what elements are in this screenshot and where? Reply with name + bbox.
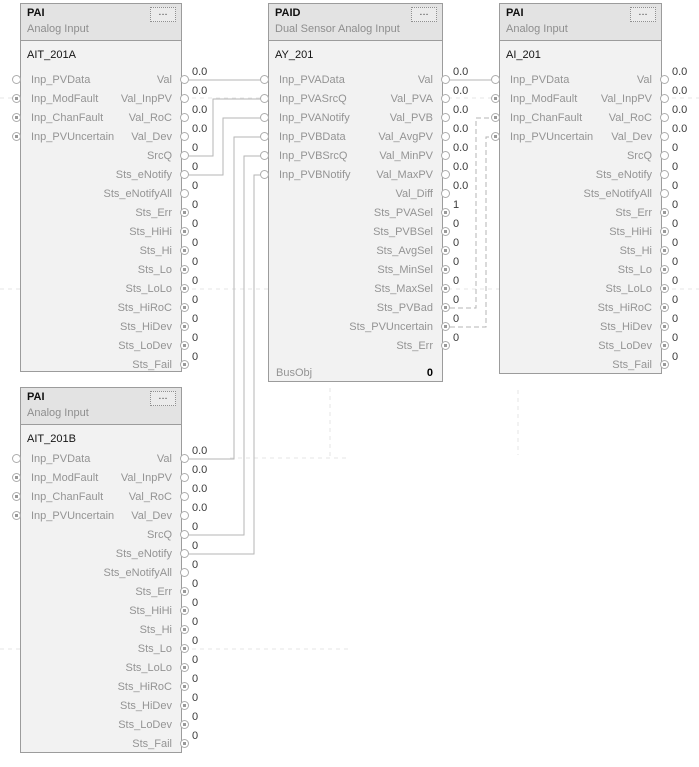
input-pin-AY_201-Inp_PVASrcQ[interactable] <box>260 94 269 103</box>
wire-AIT_201B.SrcQ-to-AY_201.Inp_PVBSrcQ[interactable] <box>189 156 260 535</box>
pin-value-AIT_201A-SrcQ: 0 <box>192 142 199 154</box>
pin-label-Inp_PVUncertain: Inp_PVUncertain <box>31 131 115 143</box>
input-pin-AIT_201B-Inp_ModFault[interactable] <box>12 473 21 482</box>
pin-value-AI_201-Val_Dev: 0.0 <box>672 123 688 135</box>
output-pin-AIT_201A-Sts_LoLo[interactable] <box>180 284 189 293</box>
pin-value-AIT_201A-Val_Dev: 0.0 <box>192 123 208 135</box>
pin-value-AIT_201B-Sts_Lo: 0 <box>192 635 199 647</box>
pin-value-AIT_201B-Sts_LoDev: 0 <box>192 711 199 723</box>
pin-label-Sts_Lo: Sts_Lo <box>137 643 172 655</box>
output-pin-AIT_201A-Sts_HiDev[interactable] <box>180 322 189 331</box>
pin-value-AI_201-Sts_Fail: 0 <box>672 351 679 363</box>
pin-value-AI_201-Val_RoC: 0.0 <box>672 104 688 116</box>
pin-label-Sts_Hi: Sts_Hi <box>139 245 172 257</box>
output-pin-AIT_201B-Sts_LoLo[interactable] <box>180 663 189 672</box>
pin-value-AIT_201B-Val_RoC: 0.0 <box>192 483 208 495</box>
output-pin-AY_201-Sts_PVBad[interactable] <box>441 303 450 312</box>
pin-label-Val_AvgPV: Val_AvgPV <box>378 131 433 143</box>
output-pin-AY_201-Val_MinPV[interactable] <box>441 151 450 160</box>
pin-label-Sts_Fail: Sts_Fail <box>612 359 652 371</box>
pin-label-Sts_MaxSel: Sts_MaxSel <box>374 283 433 295</box>
busobj-label: BusObj <box>276 367 313 379</box>
output-pin-AIT_201A-Sts_Fail[interactable] <box>180 360 189 369</box>
pin-value-AIT_201A-Sts_HiDev: 0 <box>192 313 199 325</box>
output-pin-AIT_201B-Sts_HiDev[interactable] <box>180 701 189 710</box>
pin-value-AIT_201A-Sts_Fail: 0 <box>192 351 199 363</box>
pin-value-AY_201-Sts_PVBSel: 0 <box>453 218 460 230</box>
block-header <box>21 388 181 425</box>
input-pin-AIT_201B-Inp_ChanFault[interactable] <box>12 492 21 501</box>
output-pin-AI_201-Val_RoC[interactable] <box>660 113 669 122</box>
pin-label-Sts_LoLo: Sts_LoLo <box>125 662 172 674</box>
pin-label-Val_PVB: Val_PVB <box>389 112 433 124</box>
output-pin-AI_201-Val_Dev[interactable] <box>660 132 669 141</box>
pin-value-AIT_201A-Sts_LoLo: 0 <box>192 275 199 287</box>
pin-value-AI_201-Sts_Lo: 0 <box>672 256 679 268</box>
pin-value-AI_201-Sts_LoDev: 0 <box>672 332 679 344</box>
output-pin-AIT_201A-Sts_Lo[interactable] <box>180 265 189 274</box>
pin-value-AIT_201B-Sts_eNotifyAll: 0 <box>192 559 199 571</box>
output-pin-AY_201-Sts_MinSel[interactable] <box>441 265 450 274</box>
output-pin-AIT_201B-Sts_eNotifyAll[interactable] <box>180 568 189 577</box>
output-pin-AIT_201A-Sts_HiRoC[interactable] <box>180 303 189 312</box>
output-pin-AIT_201A-Val[interactable] <box>180 75 189 84</box>
pin-value-AIT_201A-Sts_HiRoC: 0 <box>192 294 199 306</box>
pin-label-Sts_HiHi: Sts_HiHi <box>129 226 172 238</box>
pin-label-Sts_eNotify: Sts_eNotify <box>115 548 172 560</box>
pin-label-Sts_eNotifyAll: Sts_eNotifyAll <box>103 567 172 579</box>
wire-AIT_201B.Sts_eNotify-to-AY_201.Inp_PVBNotify[interactable] <box>189 175 260 554</box>
pin-label-Sts_PVUncertain: Sts_PVUncertain <box>349 321 433 333</box>
wire-AIT_201B.Val-to-AY_201.Inp_PVBData[interactable] <box>189 137 260 459</box>
pin-label-Sts_Lo: Sts_Lo <box>137 264 172 276</box>
input-pin-AY_201-Inp_PVBData[interactable] <box>260 132 269 141</box>
pin-label-Sts_Fail: Sts_Fail <box>132 359 172 371</box>
output-pin-AI_201-Val[interactable] <box>660 75 669 84</box>
pin-label-Sts_LoLo: Sts_LoLo <box>125 283 172 295</box>
pin-label-Val_Dev: Val_Dev <box>131 510 172 522</box>
pin-label-Val: Val <box>636 74 652 86</box>
pin-label-Val: Val <box>156 74 172 86</box>
output-pin-AIT_201A-Sts_LoDev[interactable] <box>180 341 189 350</box>
output-pin-AIT_201A-Sts_eNotify[interactable] <box>180 170 189 179</box>
pin-value-AIT_201A-Sts_eNotifyAll: 0 <box>192 180 199 192</box>
output-pin-AI_201-Sts_Err[interactable] <box>660 208 669 217</box>
properties-button[interactable]: ... <box>150 391 176 406</box>
pin-label-Inp_PVBData: Inp_PVBData <box>279 131 346 143</box>
pin-value-AI_201-Sts_HiHi: 0 <box>672 218 679 230</box>
pin-value-AI_201-Sts_Err: 0 <box>672 199 679 211</box>
pin-label-Sts_HiDev: Sts_HiDev <box>600 321 652 333</box>
pin-label-Sts_Err: Sts_Err <box>135 207 172 219</box>
block-type-label: PAI <box>506 7 524 19</box>
pin-label-Sts_PVBSel: Sts_PVBSel <box>373 226 433 238</box>
input-pin-AY_201-Inp_PVBNotify[interactable] <box>260 170 269 179</box>
pin-label-Val_RoC: Val_RoC <box>608 112 652 124</box>
pin-value-AIT_201A-Sts_Hi: 0 <box>192 237 199 249</box>
output-pin-AI_201-Sts_HiDev[interactable] <box>660 322 669 331</box>
pin-label-Inp_PVUncertain: Inp_PVUncertain <box>31 510 115 522</box>
output-pin-AY_201-Val_AvgPV[interactable] <box>441 132 450 141</box>
pin-label-Sts_eNotify: Sts_eNotify <box>115 169 172 181</box>
output-pin-AIT_201A-Val_Dev[interactable] <box>180 132 189 141</box>
pin-value-AIT_201A-Val_InpPV: 0.0 <box>192 85 208 97</box>
output-pin-AI_201-Sts_Hi[interactable] <box>660 246 669 255</box>
output-pin-AY_201-Sts_AvgSel[interactable] <box>441 246 450 255</box>
input-pin-AY_201-Inp_PVAData[interactable] <box>260 75 269 84</box>
output-pin-AIT_201A-SrcQ[interactable] <box>180 151 189 160</box>
output-pin-AIT_201A-Val_InpPV[interactable] <box>180 94 189 103</box>
input-pin-AI_201-Inp_ChanFault[interactable] <box>491 113 500 122</box>
pin-label-Sts_LoDev: Sts_LoDev <box>598 340 652 352</box>
output-pin-AIT_201B-Sts_Lo[interactable] <box>180 644 189 653</box>
output-pin-AIT_201A-Val_RoC[interactable] <box>180 113 189 122</box>
pin-value-AY_201-Val_MinPV: 0.0 <box>453 142 469 154</box>
block-header <box>269 4 442 41</box>
busobj-value: 0 <box>426 367 433 379</box>
pin-value-AIT_201A-Val_RoC: 0.0 <box>192 104 208 116</box>
output-pin-AIT_201A-Sts_eNotifyAll[interactable] <box>180 189 189 198</box>
output-pin-AIT_201A-Sts_Err[interactable] <box>180 208 189 217</box>
pin-label-Sts_LoDev: Sts_LoDev <box>118 719 172 731</box>
fbd-block-AI_201[interactable] <box>499 3 662 374</box>
pin-value-AIT_201A-Sts_LoDev: 0 <box>192 332 199 344</box>
block-type-label: PAI <box>27 7 45 19</box>
output-pin-AIT_201B-Sts_Fail[interactable] <box>180 739 189 748</box>
output-pin-AI_201-Sts_eNotifyAll[interactable] <box>660 189 669 198</box>
output-pin-AI_201-Sts_Lo[interactable] <box>660 265 669 274</box>
pin-label-Inp_ChanFault: Inp_ChanFault <box>31 491 104 503</box>
pin-label-Sts_HiHi: Sts_HiHi <box>129 605 172 617</box>
pin-label-Sts_eNotifyAll: Sts_eNotifyAll <box>103 188 172 200</box>
pin-label-Inp_ModFault: Inp_ModFault <box>510 93 578 105</box>
pin-value-AY_201-Sts_MaxSel: 0 <box>453 275 460 287</box>
pin-value-AY_201-Val_AvgPV: 0.0 <box>453 123 469 135</box>
output-pin-AY_201-Sts_PVUncertain[interactable] <box>441 322 450 331</box>
pin-label-Inp_PVBSrcQ: Inp_PVBSrcQ <box>279 150 348 162</box>
pin-label-SrcQ: SrcQ <box>146 529 172 541</box>
input-pin-AIT_201A-Inp_PVUncertain[interactable] <box>12 132 21 141</box>
output-pin-AIT_201B-Sts_HiRoC[interactable] <box>180 682 189 691</box>
output-pin-AIT_201A-Sts_Hi[interactable] <box>180 246 189 255</box>
pin-label-Sts_HiDev: Sts_HiDev <box>120 321 172 333</box>
pin-value-AY_201-Sts_MinSel: 0 <box>453 256 460 268</box>
pin-value-AI_201-Val: 0.0 <box>672 66 688 78</box>
pin-value-AIT_201B-Sts_eNotify: 0 <box>192 540 199 552</box>
pin-value-AY_201-Val: 0.0 <box>453 66 469 78</box>
pin-value-AI_201-Sts_Hi: 0 <box>672 237 679 249</box>
pin-label-Val_RoC: Val_RoC <box>128 491 172 503</box>
pin-label-Inp_PVASrcQ: Inp_PVASrcQ <box>279 93 347 105</box>
pin-label-Val_InpPV: Val_InpPV <box>120 93 172 105</box>
output-pin-AI_201-Sts_HiRoC[interactable] <box>660 303 669 312</box>
output-pin-AI_201-Sts_Fail[interactable] <box>660 360 669 369</box>
output-pin-AY_201-Sts_Err[interactable] <box>441 341 450 350</box>
pin-label-Val_MinPV: Val_MinPV <box>379 150 433 162</box>
fbd-block-AIT_201A[interactable] <box>20 3 182 372</box>
pin-label-Inp_PVData: Inp_PVData <box>31 74 91 86</box>
fbd-block-AIT_201B[interactable] <box>20 387 182 753</box>
pin-label-Inp_PVANotify: Inp_PVANotify <box>279 112 350 124</box>
block-header <box>21 4 181 41</box>
pin-value-AIT_201B-Sts_HiHi: 0 <box>192 597 199 609</box>
pin-value-AIT_201B-Sts_Err: 0 <box>192 578 199 590</box>
output-pin-AIT_201A-Sts_HiHi[interactable] <box>180 227 189 236</box>
pin-value-AI_201-Sts_LoLo: 0 <box>672 275 679 287</box>
input-pin-AIT_201B-Inp_PVUncertain[interactable] <box>12 511 21 520</box>
pin-value-AY_201-Sts_Err: 0 <box>453 332 460 344</box>
output-pin-AI_201-Val_InpPV[interactable] <box>660 94 669 103</box>
pin-label-Inp_PVUncertain: Inp_PVUncertain <box>510 131 594 143</box>
pin-label-Val_InpPV: Val_InpPV <box>600 93 652 105</box>
pin-value-AIT_201B-Sts_Hi: 0 <box>192 616 199 628</box>
pin-label-Inp_PVData: Inp_PVData <box>510 74 570 86</box>
pin-value-AI_201-Val_InpPV: 0.0 <box>672 85 688 97</box>
pin-label-Val_Dev: Val_Dev <box>611 131 652 143</box>
pin-value-AIT_201B-Sts_LoLo: 0 <box>192 654 199 666</box>
block-header <box>500 4 661 41</box>
input-pin-AI_201-Inp_PVUncertain[interactable] <box>491 132 500 141</box>
block-description: Analog Input <box>27 23 89 35</box>
pin-value-AI_201-SrcQ: 0 <box>672 142 679 154</box>
input-pin-AI_201-Inp_ModFault[interactable] <box>491 94 500 103</box>
properties-button[interactable]: ... <box>411 7 437 22</box>
block-tag[interactable]: AY_201 <box>275 49 314 61</box>
pin-label-Inp_PVAData: Inp_PVAData <box>279 74 345 86</box>
block-tag[interactable]: AIT_201B <box>27 433 76 445</box>
pin-value-AIT_201B-Val_Dev: 0.0 <box>192 502 208 514</box>
pin-value-AY_201-Val_Diff: 0.0 <box>453 180 469 192</box>
pin-label-Inp_ModFault: Inp_ModFault <box>31 93 99 105</box>
pin-label-Inp_PVBNotify: Inp_PVBNotify <box>279 169 351 181</box>
output-pin-AI_201-Sts_eNotify[interactable] <box>660 170 669 179</box>
pin-label-Sts_LoLo: Sts_LoLo <box>605 283 652 295</box>
output-pin-AIT_201B-SrcQ[interactable] <box>180 530 189 539</box>
pin-label-Sts_PVBad: Sts_PVBad <box>376 302 433 314</box>
properties-button[interactable]: ... <box>630 7 656 22</box>
pin-label-Val_InpPV: Val_InpPV <box>120 472 172 484</box>
pin-value-AY_201-Val_PVA: 0.0 <box>453 85 469 97</box>
output-pin-AY_201-Val_Diff[interactable] <box>441 189 450 198</box>
pin-label-Inp_ModFault: Inp_ModFault <box>31 472 99 484</box>
pin-label-SrcQ: SrcQ <box>626 150 652 162</box>
output-pin-AY_201-Val_PVB[interactable] <box>441 113 450 122</box>
pin-label-Sts_HiRoC: Sts_HiRoC <box>117 302 172 314</box>
pin-value-AI_201-Sts_eNotify: 0 <box>672 161 679 173</box>
pin-value-AIT_201B-SrcQ: 0 <box>192 521 199 533</box>
output-pin-AIT_201B-Val_RoC[interactable] <box>180 492 189 501</box>
pin-label-Sts_Hi: Sts_Hi <box>139 624 172 636</box>
pin-label-Sts_HiDev: Sts_HiDev <box>120 700 172 712</box>
pin-label-Sts_Err: Sts_Err <box>396 340 433 352</box>
block-type-label: PAI <box>27 391 45 403</box>
output-pin-AIT_201B-Sts_eNotify[interactable] <box>180 549 189 558</box>
pin-value-AIT_201B-Val: 0.0 <box>192 445 208 457</box>
pin-value-AI_201-Sts_HiDev: 0 <box>672 313 679 325</box>
block-tag[interactable]: AIT_201A <box>27 49 76 61</box>
block-tag[interactable]: AI_201 <box>506 49 541 61</box>
pin-label-SrcQ: SrcQ <box>146 150 172 162</box>
pin-value-AIT_201A-Sts_eNotify: 0 <box>192 161 199 173</box>
pin-label-Sts_Fail: Sts_Fail <box>132 738 172 750</box>
pin-value-AIT_201B-Sts_HiDev: 0 <box>192 692 199 704</box>
pin-label-Inp_ChanFault: Inp_ChanFault <box>510 112 583 124</box>
pin-label-Sts_HiHi: Sts_HiHi <box>609 226 652 238</box>
input-pin-AIT_201A-Inp_ModFault[interactable] <box>12 94 21 103</box>
pin-value-AY_201-Sts_AvgSel: 0 <box>453 237 460 249</box>
output-pin-AIT_201B-Val_Dev[interactable] <box>180 511 189 520</box>
pin-value-AY_201-Sts_PVUncertain: 0 <box>453 313 460 325</box>
pin-label-Sts_Err: Sts_Err <box>135 586 172 598</box>
output-pin-AI_201-Sts_LoDev[interactable] <box>660 341 669 350</box>
input-pin-AY_201-Inp_PVBSrcQ[interactable] <box>260 151 269 160</box>
pin-label-Sts_eNotify: Sts_eNotify <box>595 169 652 181</box>
block-description: Analog Input <box>506 23 568 35</box>
output-pin-AY_201-Val_MaxPV[interactable] <box>441 170 450 179</box>
input-pin-AI_201-Inp_PVData[interactable] <box>491 75 500 84</box>
pin-label-Sts_Lo: Sts_Lo <box>617 264 652 276</box>
output-pin-AY_201-Sts_MaxSel[interactable] <box>441 284 450 293</box>
pin-value-AIT_201A-Sts_Lo: 0 <box>192 256 199 268</box>
output-pin-AI_201-Sts_HiHi[interactable] <box>660 227 669 236</box>
output-pin-AIT_201B-Val_InpPV[interactable] <box>180 473 189 482</box>
pin-label-Val_RoC: Val_RoC <box>128 112 172 124</box>
pin-label-Sts_Err: Sts_Err <box>615 207 652 219</box>
pin-label-Val_MaxPV: Val_MaxPV <box>376 169 433 181</box>
pin-label-Sts_HiRoC: Sts_HiRoC <box>117 681 172 693</box>
pin-value-AIT_201B-Sts_Fail: 0 <box>192 730 199 742</box>
pin-label-Sts_LoDev: Sts_LoDev <box>118 340 172 352</box>
output-pin-AY_201-Sts_PVBSel[interactable] <box>441 227 450 236</box>
pin-value-AY_201-Val_MaxPV: 0.0 <box>453 161 469 173</box>
pin-value-AI_201-Sts_eNotifyAll: 0 <box>672 180 679 192</box>
output-pin-AIT_201B-Val[interactable] <box>180 454 189 463</box>
pin-label-Val: Val <box>417 74 433 86</box>
pin-label-Val_Diff: Val_Diff <box>395 188 433 200</box>
pin-label-Sts_PVASel: Sts_PVASel <box>373 207 433 219</box>
pin-label-Sts_Hi: Sts_Hi <box>619 245 652 257</box>
pin-label-Val_PVA: Val_PVA <box>390 93 433 105</box>
pin-label-Val: Val <box>156 453 172 465</box>
pin-value-AIT_201A-Sts_HiHi: 0 <box>192 218 199 230</box>
fbd-block-AY_201[interactable] <box>268 3 443 382</box>
input-pin-AIT_201A-Inp_PVData[interactable] <box>12 75 21 84</box>
pin-value-AY_201-Sts_PVASel: 1 <box>453 199 460 211</box>
output-pin-AY_201-Sts_PVASel[interactable] <box>441 208 450 217</box>
output-pin-AIT_201B-Sts_HiHi[interactable] <box>180 606 189 615</box>
pin-label-Inp_PVData: Inp_PVData <box>31 453 91 465</box>
pin-value-AIT_201B-Val_InpPV: 0.0 <box>192 464 208 476</box>
pin-label-Inp_ChanFault: Inp_ChanFault <box>31 112 104 124</box>
pin-label-Sts_HiRoC: Sts_HiRoC <box>597 302 652 314</box>
pin-value-AIT_201A-Val: 0.0 <box>192 66 208 78</box>
output-pin-AY_201-Val_PVA[interactable] <box>441 94 450 103</box>
block-description: Dual Sensor Analog Input <box>275 23 400 35</box>
pin-label-Sts_eNotifyAll: Sts_eNotifyAll <box>583 188 652 200</box>
pin-label-Sts_MinSel: Sts_MinSel <box>377 264 433 276</box>
pin-label-Val_Dev: Val_Dev <box>131 131 172 143</box>
pin-value-AIT_201B-Sts_HiRoC: 0 <box>192 673 199 685</box>
block-type-label: PAID <box>275 7 301 19</box>
properties-button[interactable]: ... <box>150 7 176 22</box>
pin-value-AY_201-Val_PVB: 0.0 <box>453 104 469 116</box>
output-pin-AI_201-Sts_LoLo[interactable] <box>660 284 669 293</box>
input-pin-AY_201-Inp_PVANotify[interactable] <box>260 113 269 122</box>
block-description: Analog Input <box>27 407 89 419</box>
input-pin-AIT_201B-Inp_PVData[interactable] <box>12 454 21 463</box>
pin-value-AY_201-Sts_PVBad: 0 <box>453 294 460 306</box>
output-pin-AY_201-Val[interactable] <box>441 75 450 84</box>
output-pin-AI_201-SrcQ[interactable] <box>660 151 669 160</box>
pin-value-AIT_201A-Sts_Err: 0 <box>192 199 199 211</box>
pin-value-AI_201-Sts_HiRoC: 0 <box>672 294 679 306</box>
input-pin-AIT_201A-Inp_ChanFault[interactable] <box>12 113 21 122</box>
output-pin-AIT_201B-Sts_Err[interactable] <box>180 587 189 596</box>
output-pin-AIT_201B-Sts_Hi[interactable] <box>180 625 189 634</box>
pin-label-Sts_AvgSel: Sts_AvgSel <box>376 245 433 257</box>
output-pin-AIT_201B-Sts_LoDev[interactable] <box>180 720 189 729</box>
